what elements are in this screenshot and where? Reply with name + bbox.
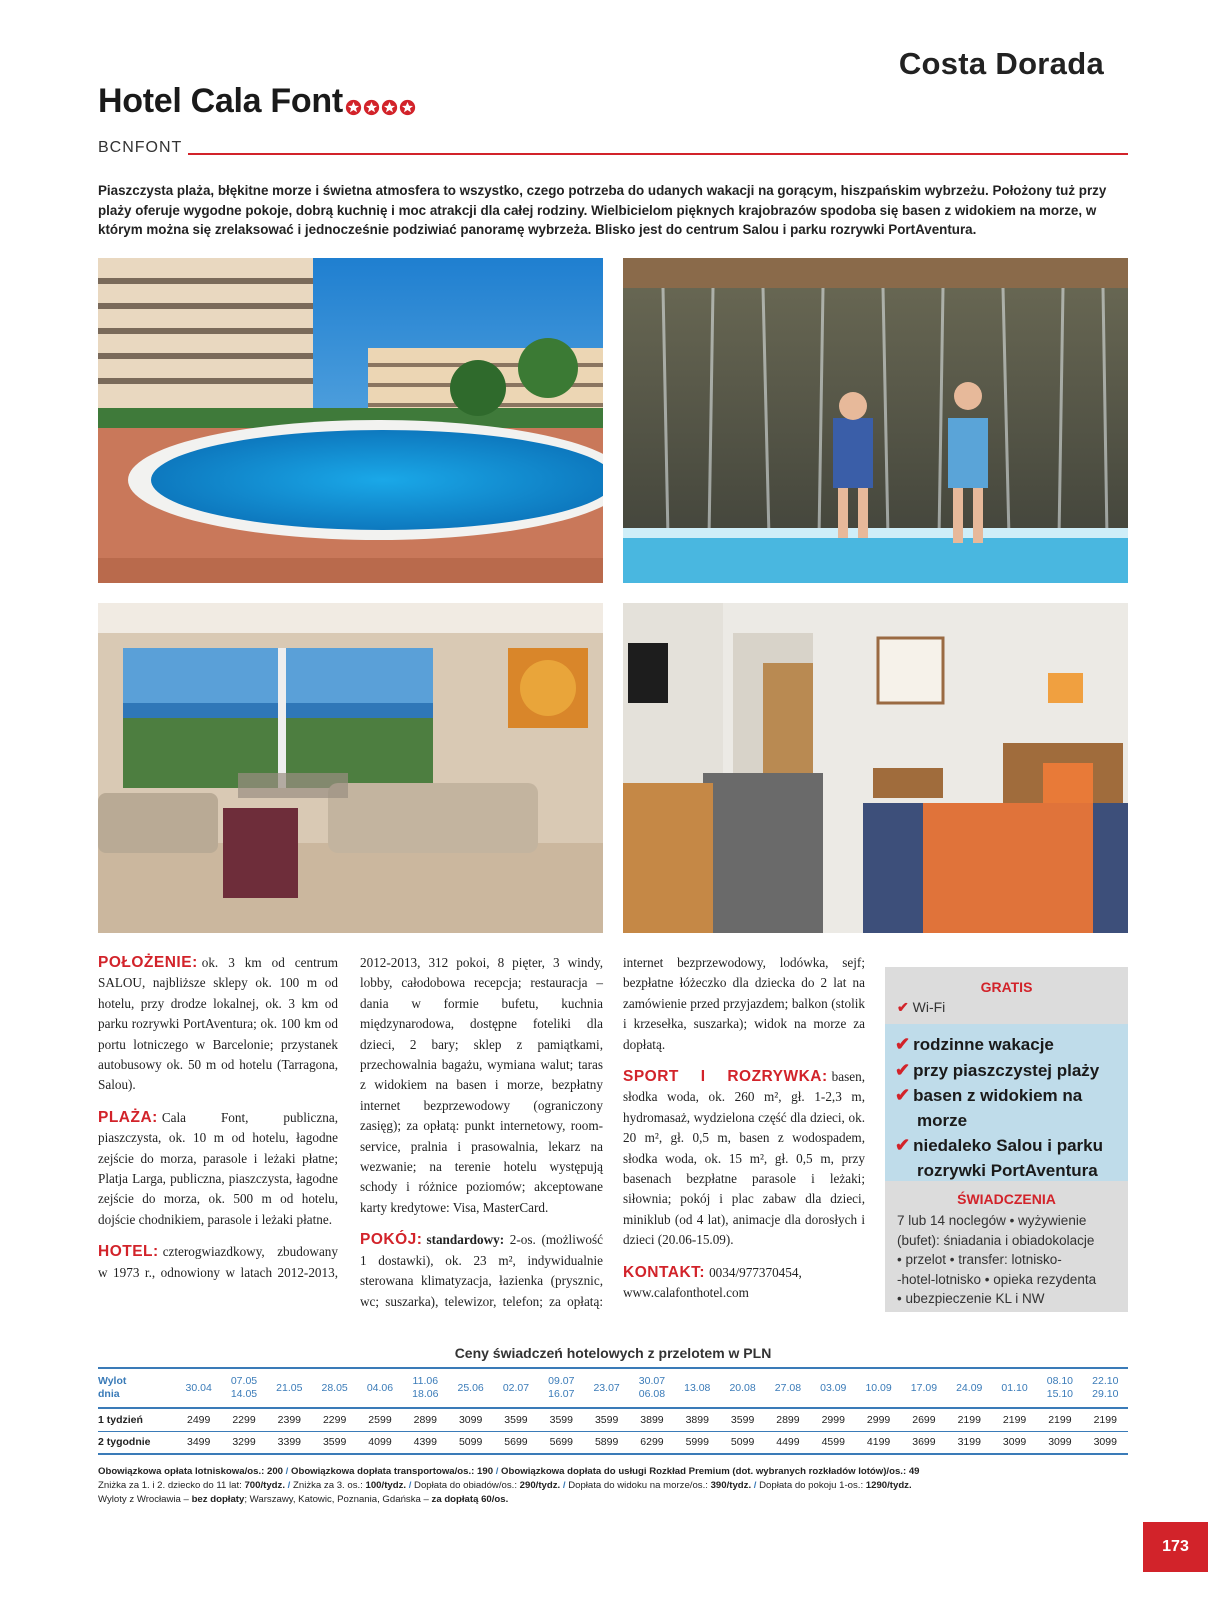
departure-date: 25.06 [448, 1368, 493, 1408]
price-cell: 5999 [675, 1431, 720, 1454]
departure-date: 04.06 [357, 1368, 402, 1408]
departure-date: 24.09 [947, 1368, 992, 1408]
price-cell: 3599 [539, 1408, 584, 1431]
fees-line-1: Obowiązkowa opłata lotniskowa/os.: 200 / Obowiązkowa dopłata transportowa/os.: 190 / Obowiązkowa dopłata do usługi Rozkład Premium (dot. wybranych rozkładów lotów)/os.: 49 [98, 1466, 920, 1477]
departure-date: 02.07 [493, 1368, 538, 1408]
price-cell: 4099 [357, 1431, 402, 1454]
contact-website[interactable]: www.calafonthotel.com [623, 1285, 749, 1301]
departure-date: 21.05 [267, 1368, 312, 1408]
departure-date: 27.08 [765, 1368, 810, 1408]
price-cell: 2499 [176, 1408, 221, 1431]
section-heading: KONTAKT: [623, 1263, 706, 1281]
price-cell: 4599 [811, 1431, 856, 1454]
feature-list [885, 1024, 1128, 1181]
text-column-2 [360, 953, 603, 1312]
departure-date: 23.07 [584, 1368, 629, 1408]
section-hotel-continued: 2012-2013, 312 pokoi, 8 pięter, 3 windy, lobby, całodobowa recepcja; restauracja – dania w formie bufetu, kuchnia międzynarodowa, dostępne foteliki dla dzieci, 2 bary; sklep z pamiątkami, przechowalnia bagażu, wymiana walut; taras z widokiem na basen i morze, bezpłatny internet bezprzewodowy (ograniczony zasięg); za opłatą: punkt internetowy, room-service, pralnia i prasowalnia, lekarz na wezwanie; na terenie hotelu występują schody i różnice poziomów; akceptowane karty kredytowe: Visa, MasterCard. [360, 955, 603, 1215]
price-cell: 3399 [267, 1431, 312, 1454]
intro-text: Piaszczysta plaża, błękitne morze i świetna atmosfera to wszystko, czego potrzeba do udanych wakacji na gorącym, hiszpańskim wybrzeżu. Położony tuż przy plaży oferuje wygodne pokoje, dobrą kuchnię i moc atrakcji dla całej rodziny. Wielbicielom pięknych krajobrazów spodoba się basen z widokiem na morze, w którym można się zrelaksować i jednocześnie podziwiać panoramę wybrzeża. Blisko jest do centrum Salou i parku rozrywki PortAventura. [98, 183, 1107, 237]
feature-item: ✔ niedaleko Salou i parku [895, 1135, 1103, 1155]
code-row [98, 138, 1128, 160]
price-cell: 5099 [720, 1431, 765, 1454]
departure-date: 07.05 14.05 [221, 1368, 266, 1408]
price-cell: 2199 [1083, 1408, 1128, 1431]
price-cell: 3899 [675, 1408, 720, 1431]
price-cell: 3499 [176, 1431, 221, 1454]
section-text: ok. 3 km od centrum SALOU, najbliższe sklepy ok. 100 m od hotelu, przy drodze lokalnej, ok. 3 km od parku rozrywki PortAventura; ok. 100 km od portu lotniczego w Barcelonie; przystanek autobusowy ok. 50 m od hotelu (Tarragona, Salou). [98, 955, 338, 1093]
price-cell: 3599 [312, 1431, 357, 1454]
info-sidebar [885, 967, 1128, 1312]
check-icon: ✔ [895, 1059, 911, 1080]
section-heading: PLAŻA: [98, 1108, 158, 1126]
check-icon: ✔ [897, 999, 909, 1015]
fees-line-2: Zniżka za 1. i 2. dziecko do 11 lat: 700/tydz. / Zniżka za 3. os.: 100/tydz. / Dopłata do obiadów/os.: 290/tydz. / Dopłata do widoku na morze/os.: 390/tydz. / Dopłata do pokoju 1-os.: 1290/tydz. [98, 1480, 912, 1491]
price-cell: 4199 [856, 1431, 901, 1454]
price-cell: 3299 [221, 1431, 266, 1454]
row-label: 1 tydzień [98, 1408, 176, 1431]
price-cell: 3099 [1037, 1431, 1082, 1454]
price-cell: 2199 [947, 1408, 992, 1431]
price-cell: 2399 [267, 1408, 312, 1431]
section-polozenie [98, 953, 338, 1096]
departure-date: 09.07 16.07 [539, 1368, 584, 1408]
text-column-3 [623, 953, 865, 1316]
feature-item-continued: morze [917, 1110, 968, 1130]
price-cell: 3599 [720, 1408, 765, 1431]
fees-line-3: Wyloty z Wrocławia – bez dopłaty; Warszawy, Katowic, Poznania, Gdańska – za dopłatą 60/os. [98, 1494, 509, 1505]
row-label: Wylot dnia [98, 1368, 176, 1408]
check-icon: ✔ [895, 1085, 911, 1105]
price-cell: 3699 [901, 1431, 946, 1454]
check-icon: ✔ [895, 1135, 911, 1155]
price-cell: 5699 [493, 1431, 538, 1454]
feature-item-continued: rozrywki PortAventura [917, 1160, 1098, 1180]
price-cell: 5099 [448, 1431, 493, 1454]
price-cell: 6299 [629, 1431, 674, 1454]
feature-item: ✔ basen z widokiem na [895, 1085, 1083, 1105]
hotel-title [98, 82, 417, 121]
price-cell: 3099 [1083, 1431, 1128, 1454]
price-cell: 2199 [1037, 1408, 1082, 1431]
room-photo [623, 603, 1128, 933]
star-icon [399, 99, 416, 116]
price-cell: 4499 [765, 1431, 810, 1454]
section-hotel [98, 1242, 338, 1282]
price-table [98, 1367, 1128, 1455]
star-icon [381, 99, 398, 116]
star-icon [345, 99, 362, 116]
section-heading: POKÓJ: [360, 1231, 423, 1249]
price-cell: 2999 [811, 1408, 856, 1431]
region-name: Costa Dorada [898, 46, 1104, 81]
price-cell: 3199 [947, 1431, 992, 1454]
section-kontakt [623, 1263, 865, 1304]
departure-date: 22.10 29.10 [1083, 1368, 1128, 1408]
departure-date: 11.06 18.06 [403, 1368, 448, 1408]
price-cell: 5899 [584, 1431, 629, 1454]
lounge-photo [98, 603, 603, 933]
departure-date: 13.08 [675, 1368, 720, 1408]
hotel-code: BCNFONT [98, 139, 183, 156]
price-row-2-weeks [98, 1431, 1128, 1454]
section-heading: POŁOŻENIE: [98, 954, 198, 971]
page-number: 173 [1143, 1522, 1208, 1572]
section-sport [623, 1067, 865, 1251]
star-rating [345, 86, 417, 125]
price-row-1-week [98, 1408, 1128, 1431]
departure-date: 08.10 15.10 [1037, 1368, 1082, 1408]
price-cell: 5699 [539, 1431, 584, 1454]
departure-date: 17.09 [901, 1368, 946, 1408]
section-heading: SPORT I ROZRYWKA: [623, 1068, 828, 1086]
divider [188, 153, 1128, 155]
departure-date: 01.10 [992, 1368, 1037, 1408]
price-table-title: Ceny świadczeń hotelowych z przelotem w PLN [454, 1345, 772, 1361]
price-cell: 3899 [629, 1408, 674, 1431]
contact-phone: 0034/977370454, [709, 1264, 802, 1280]
swiadczenia-heading: ŚWIADCZENIA [957, 1191, 1056, 1207]
section-text: czterogwiazdkowy, zbudowany w 1973 r., odnowiony w latach 2012-2013, [98, 1244, 338, 1280]
section-pokoj-continued: internet bezprzewodowy, lodówka, sejf; bezpłatne łóżeczko dla dziecka do 2 lat na zamówienie przed przyjazdem; balkon (stolik i krzesełka, suszarka); widok na morze za dopłatą. [623, 955, 865, 1052]
gratis-heading: GRATIS [980, 979, 1033, 995]
feature-item: ✔ przy piaszczystej plaży [895, 1059, 1100, 1080]
price-cell: 2199 [992, 1408, 1037, 1431]
departure-date: 03.09 [811, 1368, 856, 1408]
price-cell: 2999 [856, 1408, 901, 1431]
swiadczenia-text: 7 lub 14 noclegów • wyżywienie (bufet): śniadania i obiadokolacje • przelot • transfer: lotnisko- -hotel-lotnisko • opieka rezydenta • ubezpieczenie KL i NW [897, 1213, 1097, 1306]
section-text: basen, słodka woda, ok. 260 m², gł. 1-2,3 m, hydromasaż, wydzielona część dla dzieci, ok. 20 m², gł. 0,5 m, basen z wodospadem, słodka woda, ok. 15 m², gł. 0,5 m, przy basenach bezpłatne parasole i leżaki; siłownia; pokój i plac zabaw dla dzieci, miniklub (od 4 lat), animacje dla dorosłych i dzieci (20.06-15.09). [623, 1069, 865, 1248]
price-cell: 4399 [403, 1431, 448, 1454]
hotel-name: Hotel Cala Font [98, 82, 343, 120]
price-cell: 2899 [403, 1408, 448, 1431]
price-cell: 2599 [357, 1408, 402, 1431]
pool-photo [98, 258, 603, 583]
section-text: 2-os. (możliwość 1 dostawki), ok. 23 m², indywidualnie sterowana klimatyzacja, łazienka (prysznic, wc; suszarka), telewizor, telefon; za opłatą: [360, 1232, 603, 1309]
gratis-item [897, 999, 945, 1016]
price-cell: 2699 [901, 1408, 946, 1431]
price-cell: 3099 [448, 1408, 493, 1431]
section-pokoj [360, 1230, 603, 1312]
room-type: standardowy: [426, 1232, 505, 1248]
gratis-label: Wi-Fi [912, 999, 946, 1015]
feature-item: ✔ rodzinne wakacje [895, 1034, 1054, 1054]
departure-date: 20.08 [720, 1368, 765, 1408]
price-cell: 3599 [493, 1408, 538, 1431]
price-cell: 3599 [584, 1408, 629, 1431]
text-column-1 [98, 953, 338, 1282]
departure-date: 10.09 [856, 1368, 901, 1408]
departure-date: 30.07 06.08 [629, 1368, 674, 1408]
waterfall-photo [623, 258, 1128, 583]
section-plaza [98, 1108, 338, 1230]
section-heading: HOTEL: [98, 1243, 159, 1261]
check-icon: ✔ [895, 1034, 911, 1054]
star-icon [363, 99, 380, 116]
price-cell: 3099 [992, 1431, 1037, 1454]
fees-notes [98, 1465, 1128, 1507]
departure-dates-row [98, 1368, 1128, 1408]
row-label: 2 tygodnie [98, 1431, 176, 1454]
price-cell: 2299 [312, 1408, 357, 1431]
price-cell: 2299 [221, 1408, 266, 1431]
departure-date: 30.04 [176, 1368, 221, 1408]
section-text: Cala Font, publiczna, piaszczysta, ok. 10 m od hotelu, łagodne zejście do morza, parasole i leżaki płatne; Platja Larga, publiczna, piaszczysta, łagodne zejście do morza, ok. 500 m od hotelu, dojście chodnikiem, parasole i leżaki płatne. [98, 1109, 338, 1227]
price-cell: 2899 [765, 1408, 810, 1431]
departure-date: 28.05 [312, 1368, 357, 1408]
